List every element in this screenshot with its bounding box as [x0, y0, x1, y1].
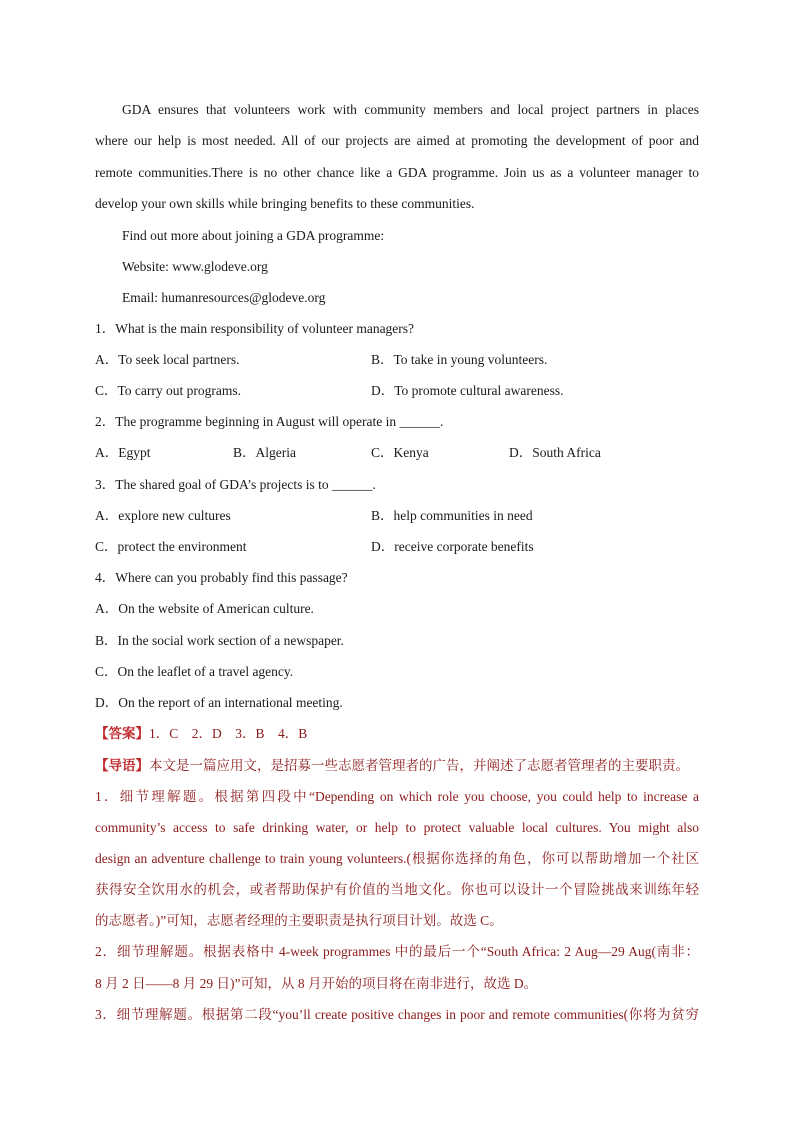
question-option: A．Egypt [95, 445, 151, 460]
question-option: A．On the website of American culture. [95, 601, 314, 616]
question-option: B．Algeria [233, 445, 296, 460]
question-option: C．Kenya [371, 445, 429, 460]
question-option: A．To seek local partners. [95, 352, 240, 367]
passage-line: GDA ensures that volunteers work with community members and local project partners in places [122, 102, 699, 117]
question-option: D．South Africa [509, 445, 601, 460]
explanation-line: 8 月 2 日——8 月 29 日)”可知，从 8 月开始的项目将在南非进行，故选 D。 [95, 976, 538, 991]
contact-email: Email: humanresources@glodeve.org [122, 290, 326, 305]
explanation-line: 2．细节理解题。根据表格中 4-week programmes 中的最后一个“South Africa: 2 Aug—29 Aug(南非： [95, 944, 699, 959]
explanation-line: community’s access to safe drinking water, or help to protect valuable local cultures. You might also [95, 820, 699, 835]
explanation-line: design an adventure challenge to train young volunteers.(根据你选择的角色，你可以帮助增加一个社区 [95, 851, 699, 866]
passage-line: develop your own skills while bringing benefits to these communities. [95, 196, 475, 211]
answer-text: 1．C 2．D 3．B 4．B [149, 726, 308, 741]
question-option: A．explore new cultures [95, 508, 231, 523]
question-option: C．On the leaflet of a travel agency. [95, 664, 294, 679]
guide-text: 本文是一篇应用文，是招募一些志愿者管理者的广告，并阐述了志愿者管理者的主要职责。 [149, 758, 689, 773]
question-stem: 2．The programme beginning in August will operate in ______. [95, 414, 444, 429]
question-stem: 1．What is the main responsibility of volunteer managers? [95, 321, 415, 336]
explanation-line: 的志愿者。)”可知，志愿者经理的主要职责是执行项目计划。故选 C。 [95, 913, 503, 928]
question-option: D．On the report of an international meeting. [95, 695, 343, 710]
question-option: D．To promote cultural awareness. [371, 383, 564, 398]
question-stem: 3．The shared goal of GDA’s projects is to ______. [95, 477, 376, 492]
answer-tag: 【答案】 [95, 726, 149, 741]
explanation-line: 3．细节理解题。根据第二段“you’ll create positive changes in poor and remote communities(你将为贫穷 [95, 1007, 699, 1022]
contact-intro: Find out more about joining a GDA programme: [122, 228, 385, 243]
question-option: D．receive corporate benefits [371, 539, 534, 554]
passage-line: remote communities.There is no other chance like a GDA programme. Join us as a volunteer manager to [95, 165, 699, 180]
question-option: B．help communities in need [371, 508, 533, 523]
passage-line: where our help is most needed. All of our projects are aimed at promoting the development of poor and [95, 133, 699, 148]
explanation-line: 获得安全饮用水的机会，或者帮助保护有价值的当地文化。你也可以设计一个冒险挑战来训练年轻 [95, 882, 699, 897]
question-option: C．protect the environment [95, 539, 247, 554]
question-stem: 4．Where can you probably find this passage? [95, 570, 348, 585]
question-option: B．To take in young volunteers. [371, 352, 548, 367]
guide-tag: 【导语】 [95, 758, 149, 773]
guide-line [95, 756, 699, 776]
question-option: B．In the social work section of a newspaper. [95, 633, 344, 648]
question-option: C．To carry out programs. [95, 383, 242, 398]
explanation-line: 1．细节理解题。根据第四段中“Depending on which role you choose, you could help to increase a [95, 789, 699, 804]
contact-website: Website: www.glodeve.org [122, 259, 268, 274]
answer-line [95, 724, 699, 744]
